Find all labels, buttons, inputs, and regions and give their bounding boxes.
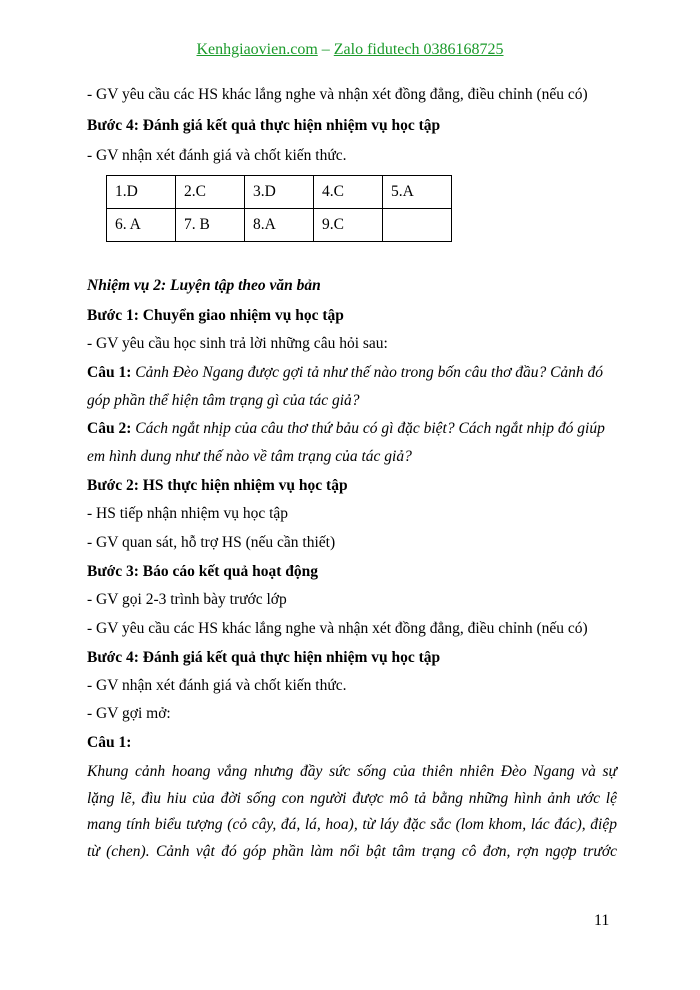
header-separator: – xyxy=(317,41,334,58)
text-line: - GV quan sát, hỗ trợ HS (nếu cần thiết) xyxy=(87,534,336,551)
step-heading: Bước 1: Chuyển giao nhiệm vụ học tập xyxy=(87,307,344,324)
question-text: Cách ngắt nhịp của câu thơ thứ bảu có gì đặc biệt? Cách ngắt nhịp đó giúp xyxy=(131,420,605,437)
question-text: góp phần thể hiện tâm trạng gì của tác giả? xyxy=(87,392,360,409)
paragraph-line: từ (chen). Cảnh vật đó góp phần làm nổi bật tâm trạng cô đơn, rợn ngợp trước xyxy=(87,842,617,860)
page-number: 11 xyxy=(594,912,610,929)
text-line: - GV gợi mở: xyxy=(87,705,171,722)
table-cell: 8.A xyxy=(245,209,314,242)
question-1 xyxy=(87,364,603,382)
step-heading: Bước 4: Đánh giá kết quả thực hiện nhiệm vụ học tập xyxy=(87,649,441,666)
question-label: Câu 1: xyxy=(87,364,132,381)
text-line: - GV nhận xét đánh giá và chốt kiến thức. xyxy=(87,677,347,694)
table-cell: 6. A xyxy=(107,209,176,242)
table-row xyxy=(107,176,452,209)
table-cell: 1.D xyxy=(107,176,176,209)
text-line: - GV nhận xét đánh giá và chốt kiến thức. xyxy=(87,147,347,164)
answer-label: Câu 1: xyxy=(87,734,132,751)
table-cell xyxy=(383,209,452,242)
text-line: - HS tiếp nhận nhiệm vụ học tập xyxy=(87,505,289,522)
paragraph-line: lặng lẽ, đìu hiu của đời sống con người được mô tả bằng những hình ảnh ước lệ xyxy=(87,789,617,807)
text-line: - GV yêu cầu các HS khác lắng nghe và nhận xét đồng đẳng, điều chỉnh (nếu có) xyxy=(87,86,588,103)
table-cell: 2.C xyxy=(176,176,245,209)
step-heading: Bước 3: Báo cáo kết quả hoạt động xyxy=(87,563,319,580)
step-heading: Bước 4: Đánh giá kết quả thực hiện nhiệm vụ học tập xyxy=(87,117,441,134)
text-line: - GV gọi 2-3 trình bày trước lớp xyxy=(87,591,287,608)
question-label: Câu 2: xyxy=(87,420,132,437)
table-cell: 7. B xyxy=(176,209,245,242)
table-cell: 9.C xyxy=(314,209,383,242)
table-row xyxy=(107,209,452,242)
page-header xyxy=(0,41,700,59)
task-heading: Nhiệm vụ 2: Luyện tập theo văn bản xyxy=(87,277,321,294)
text-line: - GV yêu cầu các HS khác lắng nghe và nhận xét đồng đẳng, điều chỉnh (nếu có) xyxy=(87,620,588,637)
question-text: Cảnh Đèo Ngang được gợi tả như thế nào trong bốn câu thơ đầu? Cảnh đó xyxy=(131,364,604,381)
paragraph-line: Khung cảnh hoang vắng nhưng đầy sức sống của thiên nhiên Đèo Ngang và sự xyxy=(87,763,617,780)
step-heading: Bước 2: HS thực hiện nhiệm vụ học tập xyxy=(87,477,348,494)
contact-link[interactable]: Zalo fidutech 0386168725 xyxy=(333,41,504,58)
question-text: em hình dung như thế nào về tâm trạng của tác giả? xyxy=(87,448,412,465)
question-2 xyxy=(87,420,605,438)
answers-table xyxy=(106,175,452,242)
paragraph-line: mang tính biểu tượng (cỏ cây, đá, lá, hoa), từ láy đặc sắc (lom khom, lác đác), điệp xyxy=(87,816,617,833)
text-line: - GV yêu cầu học sinh trả lời những câu hỏi sau: xyxy=(87,335,388,352)
table-cell: 3.D xyxy=(245,176,314,209)
answer-paragraph xyxy=(87,759,617,865)
table-cell: 5.A xyxy=(383,176,452,209)
site-link[interactable]: Kenhgiaovien.com xyxy=(196,41,318,58)
table-cell: 4.C xyxy=(314,176,383,209)
